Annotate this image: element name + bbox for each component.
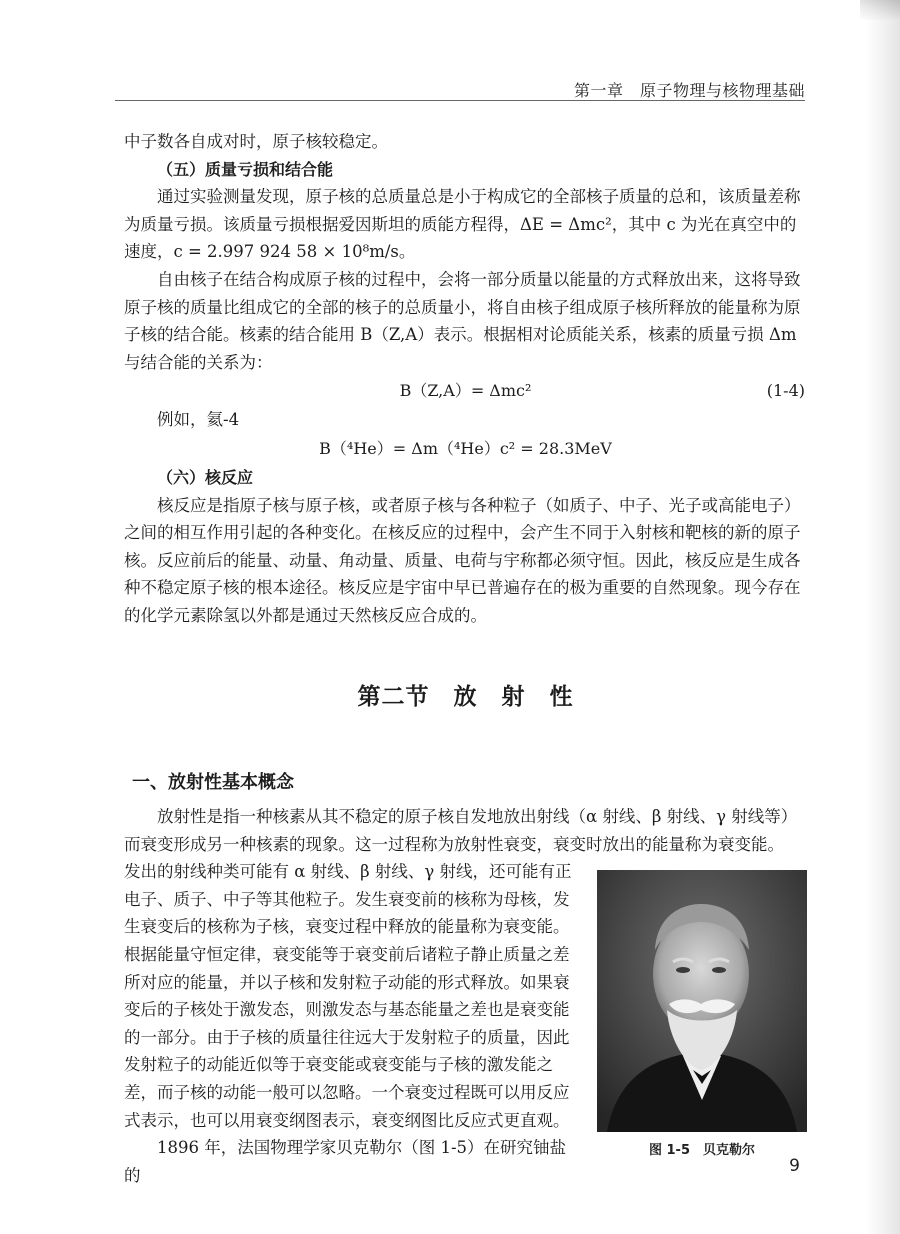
equation-number: (1-4) [766, 381, 805, 401]
subheading-mass-defect: （五）质量亏损和结合能 [157, 159, 334, 179]
equation-helium-body: B（⁴He）= Δm（⁴He）c² = 28.3MeV [319, 438, 612, 458]
paragraph-example: 例如，氦-4 [157, 410, 240, 430]
page-corner-fold [860, 0, 900, 20]
paragraph-binding-energy: 自由核子在结合构成原子核的过程中，会将一部分质量以能量的方式释放出来，这将导致原子核的质量比组成它的全部的核子的总质量小，将自由核子组成原子核所释放的能量称为原子核的结合能。核素的结合能用 B（Z,A）表示。根据相对论质能关系，核素的质量亏损 Δm 与结合能的关系为： [124, 269, 801, 372]
becquerel-portrait [597, 870, 807, 1132]
paragraph-nuclear-reaction: 核反应是指原子核与原子核，或者原子核与各种粒子（如质子、中子、光子或高能电子）之间的相互作用引起的各种变化。在核反应的过程中，会产生不同于入射核和靶核的新的原子核。反应前后的能量、动量、角动量、质量、电荷与宇称都必须守恒。因此，核反应是生成各种不稳定原子核的根本途径。核反应是宇宙中早已普遍存在的极为重要的自然现象。现今存在的化学元素除氢以外都是通过天然核反应合成的。 [124, 495, 801, 625]
page-edge-shadow [866, 0, 900, 1234]
page-number: 9 [789, 1156, 800, 1176]
subheading-nuclear-reaction: （六）核反应 [157, 467, 254, 487]
paragraph-radioactivity-definition: 放射性是指一种核素从其不稳定的原子核自发地放出射线（α 射线、β 射线、γ 射线等）而衰变形成另一种核素的现象。这一过程称为放射性衰变，衰变时放出的能量称为衰变能。 [124, 807, 798, 854]
subheading-radioactivity-concepts: 一、放射性基本概念 [132, 772, 294, 794]
paragraph-decay-energy: 发出的射线种类可能有 α 射线、β 射线、γ 射线，还可能有正电子、质子、中子等其他粒子。发生衰变前的核称为母核，发生衰变后的核称为子核，衰变过程中释放的能量称为衰变能。根据能量守恒定律，衰变能等于衰变前后诸粒子静止质量之差所对应的能量，并以子核和发射粒子动能的形式释放。如果衰变后的子核处于激发态，则激发态与基态能量之差也是衰变能的一部分。由于子核的质量往往远大于发射粒子的质量，因此发射粒子的动能近似等于衰变能或衰变能与子核的激发能之差，而子核的动能一般可以忽略。一个衰变过程既可以用反应式表示，也可以用衰变纲图表示，衰变纲图比反应式更直观。 [124, 862, 572, 1130]
header-rule [115, 100, 805, 101]
figure-1-5 [597, 870, 807, 1189]
equation-helium [124, 434, 807, 464]
figure-caption: 图 1-5 贝克勒尔 [648, 1143, 755, 1159]
equation-1-4-body: B（Z,A）= Δmc² [399, 381, 532, 401]
paragraph-becquerel: 1896 年，法国物理学家贝克勒尔（图 1-5）在研究铀盐的 [124, 1138, 567, 1185]
section-title: 第二节 放 射 性 [357, 683, 574, 710]
paragraph-mass-defect: 通过实验测量发现，原子核的总质量总是小于构成它的全部核子质量的总和，该质量差称为质量亏损。该质量亏损根据爱因斯坦的质能方程得，ΔE = Δmc²，其中 c 为光在真空中的速度，c = 2.997 924 58 × 10⁸m/s。 [124, 187, 801, 262]
text-with-figure [124, 858, 807, 1189]
page-body [124, 128, 807, 1189]
running-header: 第一章 原子物理与核物理基础 [573, 81, 805, 100]
wrapped-text-column [124, 858, 581, 1189]
paragraph-continued: 中子数各自成对时，原子核较稳定。 [124, 132, 388, 151]
equation-1-4 [124, 376, 807, 406]
